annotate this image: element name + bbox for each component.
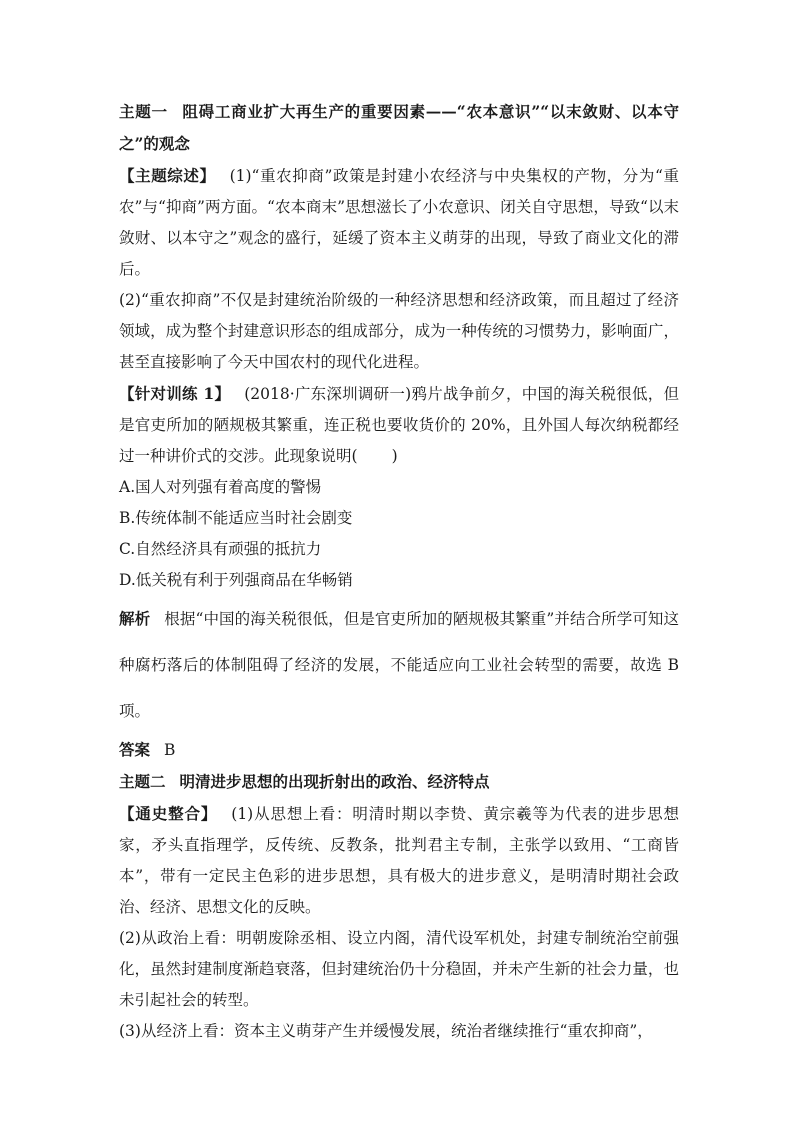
- document-page: [119, 96, 679, 1047]
- summary1-paragraph-1: [119, 160, 679, 285]
- summary1-label: 【主题综述】: [119, 166, 216, 185]
- exercise1-stem: [119, 378, 679, 472]
- answer-paragraph: [119, 734, 679, 766]
- summary2-text-1: (1)从思想上看：明清时期以李贽、黄宗羲等为代表的进步思想家，矛头直指理学，反传统、反教条，批判君主专制，主张学以致用、“工商皆本”，带有一定民主色彩的进步思想，具有极大的进步意义，是明清时期社会政治、经济、思想文化的反映。: [119, 805, 679, 916]
- option-b: B.传统体制不能适应当时社会剧变: [119, 509, 353, 527]
- answer-value: B: [164, 741, 176, 759]
- summary2-paragraph-1: [119, 798, 679, 923]
- analysis-text: 根据“中国的海关税很低，但是官吏所加的陋规极其繁重”并结合所学可知这种腐朽落后的体制阻碍了经济的发展，不能适应向工业社会转型的需要，故选 B 项。: [119, 610, 679, 720]
- exercise1-label: 【针对训练 1】: [119, 384, 231, 403]
- topic2-heading: [119, 766, 679, 798]
- summary1-paragraph-2: [119, 285, 679, 378]
- topic2-title: 明清进步思想的出现折射出的政治、经济特点: [179, 772, 490, 791]
- option-d: D.低关税有利于列强商品在华畅销: [119, 571, 353, 589]
- summary2-paragraph-2: (2)从政治上看：明朝废除丞相、设立内阁，清代设军机处，封建专制统治空前强化，虽然封建制度渐趋衰落，但封建统治仍十分稳固，并未产生新的社会力量，也未引起社会的转型。: [119, 929, 679, 1009]
- answer-label: 答案: [119, 740, 151, 759]
- option-a: A.国人对列强有着高度的警惕: [119, 478, 322, 496]
- topic1-label: 主题一: [119, 102, 168, 121]
- analysis-paragraph: [119, 596, 679, 734]
- summary2-paragraph-3: (3)从经济上看：资本主义萌芽产生并缓慢发展，统治者继续推行“重农抑商”，: [119, 1022, 653, 1040]
- topic1-heading: [119, 96, 679, 160]
- exercise1-stem-close: ): [391, 447, 398, 465]
- analysis-label: 解析: [119, 609, 151, 628]
- option-c: C.自然经济具有顽强的抵抗力: [119, 540, 322, 558]
- summary2-label: 【通史整合】: [119, 804, 218, 823]
- exercise1-stem-text: (2018·广东深圳调研一)鸦片战争前夕，中国的海关税很低，但是官吏所加的陋规极其繁重，连正税也要收货价的 20%，且外国人每次纳税都经过一种讲价式的交涉。此现象说明(: [119, 385, 679, 465]
- summary1-text-2: (2)“重农抑商”不仅是封建统治阶级的一种经济思想和经济政策，而且超过了经济领域，成为整个封建意识形态的组成部分，成为一种传统的习惯势力，影响面广，甚至直接影响了今天中国农村的现代化进程。: [119, 291, 679, 371]
- summary1-text-1: (1)“重农抑商”政策是封建小农经济与中央集权的产物，分为“重农”与“抑商”两方面。“农本商末”思想滋长了小农意识、闭关自守思想，导致“以末敛财、以本守之”观念的盛行，延缓了资本主义萌芽的出现，导致了商业文化的滞后。: [119, 167, 679, 278]
- topic2-label: 主题二: [119, 772, 166, 791]
- topic1-title: 阻碍工商业扩大再生产的重要因素——“农本意识”“以末敛财、以本守之”的观念: [119, 102, 679, 153]
